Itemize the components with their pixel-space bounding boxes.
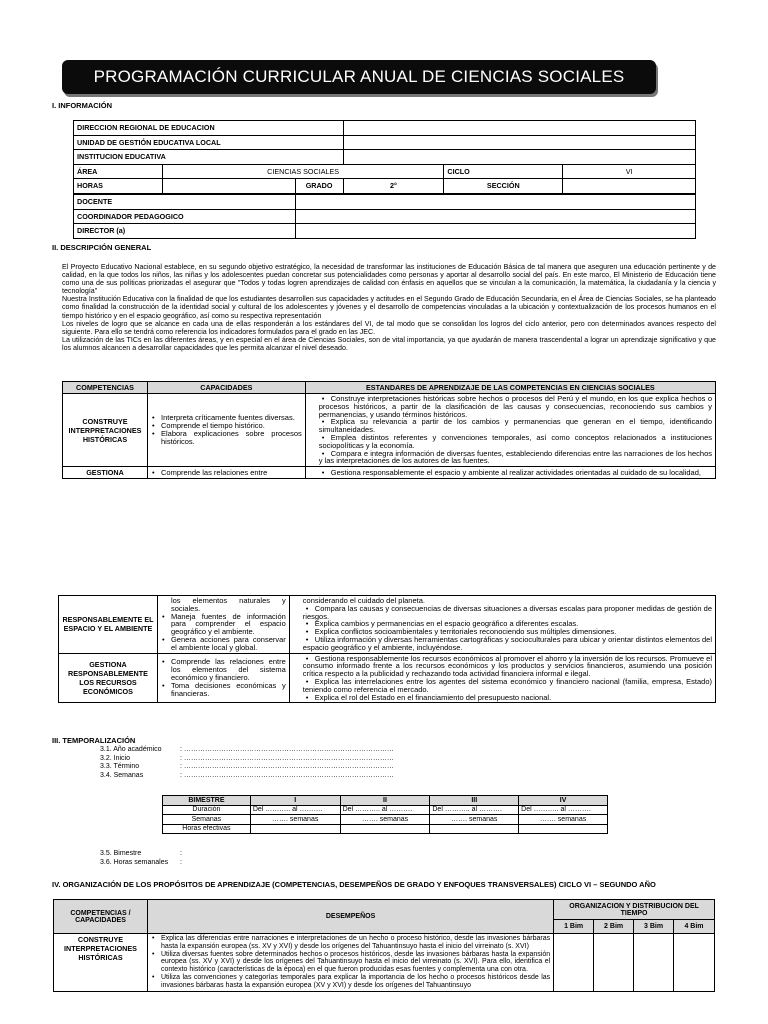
- description-paragraph: El Proyecto Educativo Nacional establece, en su segundo objetivo estratégico, la necesidad de transformar las instituciones de Educación Básica de tal manera que aseguren una educación pertinente y de calidad, en la que todos los niños, las niñas y los adolescentes puedan concretar sus potencialidades como personas y aportar al desarrollo social del país. En este marco, El Ministerio de Educación tiene como una de sus políticas priorizadas el asegurar que "Todos y todas logren aprendizajes de calidad con énfasis en aquellos que se vinculan a la comunicación, la matemática, la ciudadanía y la ciencia y tecnología": [62, 263, 716, 296]
- bim-cell[interactable]: [634, 934, 674, 992]
- capacidades-cell: [157, 596, 289, 654]
- ugel-value[interactable]: [343, 135, 695, 150]
- horas-label: HORAS: [74, 179, 163, 194]
- estandar-item: • Explica conflictos socioambientales y territoriales reconociendo sus múltiples dimensiones.: [293, 628, 712, 636]
- area-label: ÁREA: [74, 164, 163, 179]
- docente-value[interactable]: [295, 195, 695, 210]
- grado-value: 2°: [343, 179, 444, 194]
- semanas-cell[interactable]: ……. semanas: [519, 815, 608, 825]
- competencia-historicas: CONSTRUYE INTERPRETACIONES HISTÓRICAS: [54, 934, 148, 992]
- col-header-bim: 2 Bim: [594, 920, 634, 934]
- ciclo-value: VI: [563, 164, 696, 179]
- col-header-bim: 3 Bim: [634, 920, 674, 934]
- col-header-competencias: COMPETENCIAS / CAPACIDADES: [54, 900, 148, 934]
- ie-label: INSTITUCION EDUCATIVA: [74, 150, 344, 165]
- capacidades-cell: [157, 653, 289, 703]
- temporalizacion-list-2: [100, 850, 400, 867]
- bimestre-header: IV: [519, 796, 608, 806]
- temp-value[interactable]: : ………………………………………………………………………………: [180, 763, 394, 771]
- col-header-bim: 1 Bim: [554, 920, 594, 934]
- horas-cell[interactable]: [430, 824, 519, 834]
- capacidad-item: • Comprende las relaciones entre los elementos del sistema económico y financiero.: [161, 658, 286, 681]
- estandar-item: • Explica las interrelaciones entre los agentes del sistema económico y financiero nacional (familia, empresa, Estado) teniendo como referencia el mercado.: [293, 678, 712, 694]
- description-paragraph: Nuestra Institución Educativa con la finalidad de que los estudiantes desarrollen sus capacidades y actitudes en el Segundo Grado de Educación Secundaria, en el Área de Ciencias Sociales, se ha planteado como finalidad la construcción de la identidad social y cultural de los adolescentes y jóvenes y el desarrollo de competencias vinculadas a la ubicación y contextualización de los procesos humanos en el tiempo histórico y en el espacio geográfico, así como su respectiva representación: [62, 295, 716, 320]
- dre-value[interactable]: [343, 121, 695, 136]
- estandar-item: • Compara e integra información de diversas fuentes, estableciendo diferencias entre las narraciones de los hechos y las interpretaciones de los autores de las fuentes.: [309, 450, 712, 466]
- temp-value[interactable]: : ………………………………………………………………………………: [180, 754, 394, 762]
- estandar-item: • Explica el rol del Estado en el financiamiento del presupuesto nacional.: [293, 694, 712, 702]
- ciclo-label: CICLO: [444, 164, 563, 179]
- coordinador-value[interactable]: [295, 209, 695, 224]
- capacidad-item: • Comprende el tiempo histórico.: [151, 422, 302, 430]
- estandar-continued: considerando el cuidado del planeta.: [302, 596, 425, 605]
- temp-label: 3.2. Inicio: [100, 754, 130, 762]
- horas-cell[interactable]: [250, 824, 340, 834]
- info-table: [73, 120, 696, 194]
- estandar-item: • Gestiona responsablemente el espacio y ambiente al realizar actividades orientadas al cuidado de su localidad,: [309, 469, 712, 477]
- bimestre-header: BIMESTRE: [163, 796, 251, 806]
- estandares-cell: [289, 653, 715, 703]
- description-text: [62, 263, 716, 352]
- estandar-item: • Gestiona responsablemente los recursos económicos al promover el ahorro y la inversión de los recursos. Promueve el consumo informado frente a los recursos económicos y los productos y servicios financieros, asumiendo una posición crítica respecto a la publicidad y rechazando toda actividad financiera informal e ilegal.: [293, 655, 712, 678]
- col-header-bim: 4 Bim: [674, 920, 715, 934]
- estandar-item: • Compara las causas y consecuencias de diversas situaciones a diversas escalas para proponer medidas de gestión de riesgos.: [293, 605, 712, 621]
- competencia-historicas: CONSTRUYE INTERPRETACIONES HISTÓRICAS: [63, 394, 148, 467]
- staff-table: [73, 194, 696, 239]
- section-heading-informacion: I. INFORMACIÓN: [52, 101, 112, 110]
- seccion-value[interactable]: [563, 179, 696, 194]
- temp-label: 3.4. Semanas: [100, 771, 144, 779]
- col-header-competencias: COMPETENCIAS: [63, 382, 148, 394]
- capacidad-item: • Maneja fuentes de información para comprender el espacio geográfico y el ambiente.: [161, 613, 286, 636]
- bimestre-header: I: [250, 796, 340, 806]
- description-paragraph: La utilización de las TICs en las diferentes áreas, y en especial en el área de Ciencias Sociales, son de vital importancia, ya que ayudarán de manera trascendental a lograr un aprendizaje significativo y que los alumnos alcancen a desarrollar capacidades que les permita alcanzar el nivel deseado.: [62, 335, 716, 352]
- horas-efectivas-label: Horas efectivas: [163, 824, 251, 834]
- bimestre-header: II: [340, 796, 430, 806]
- page-title: PROGRAMACIÓN CURRICULAR ANUAL DE CIENCIAS SOCIALES: [62, 60, 656, 94]
- description-paragraph: Los niveles de logro que se alcance en cada una de ellas responderán a los estándares del VI, de tal modo que se consolidan los logros del ciclo anterior, pero con determinados avances respecto del siguiente. Para ello se tendrá como referencia los indicadores formulados para el grado en las JEC.: [62, 319, 716, 336]
- horas-value[interactable]: [162, 179, 295, 194]
- dre-label: DIRECCION REGIONAL DE EDUCACION: [74, 121, 344, 136]
- estandar-item: • Explica cambios y permanencias en el espacio geográfico a diferentes escalas.: [293, 620, 712, 628]
- estandares-cell: [289, 596, 715, 654]
- coordinador-label: COORDINADOR PEDAGOGICO: [74, 209, 296, 224]
- duracion-cell[interactable]: Del ……….. al ……….: [250, 805, 340, 815]
- temp-value[interactable]: :: [180, 858, 182, 866]
- section-heading-descripcion: II. DESCRIPCIÓN GENERAL: [52, 243, 152, 252]
- grado-label: GRADO: [295, 179, 343, 194]
- ie-value[interactable]: [343, 150, 695, 165]
- temp-label: 3.1. Año académico: [100, 746, 162, 753]
- horas-cell[interactable]: [519, 824, 608, 834]
- bimestre-header: III: [430, 796, 519, 806]
- capacidad-item: • Toma decisiones económicas y financieras.: [161, 682, 286, 698]
- section-heading-organizacion: IV. ORGANIZACIÓN DE LOS PROPÓSITOS DE APRENDIZAJE (COMPETENCIAS, DESEMPEÑOS DE GRADO Y ENFOQUES TRANSVERSALES) CICLO VI – SEGUNDO AÑO: [52, 880, 656, 889]
- bim-cell[interactable]: [554, 934, 594, 992]
- col-header-capacidades: CAPACIDADES: [147, 382, 305, 394]
- area-value: CIENCIAS SOCIALES: [162, 164, 444, 179]
- competencies-table: [62, 381, 716, 479]
- semanas-cell[interactable]: ……. semanas: [250, 815, 340, 825]
- temp-label: 3.3. Término: [100, 763, 140, 771]
- capacidad-item: • Interpreta críticamente fuentes diversas.: [151, 414, 302, 422]
- estandar-item: • Emplea distintos referentes y convenciones temporales, así como conceptos relacionados a instituciones sociopolíticas y la economía.: [309, 434, 712, 450]
- temp-value[interactable]: :: [180, 850, 182, 857]
- capacidades-cell: [147, 467, 305, 479]
- capacidad-item: • Elabora explicaciones sobre procesos históricos.: [151, 430, 302, 446]
- estandares-cell: [305, 394, 715, 467]
- desempeno-item: • Utiliza diversas fuentes sobre determinados hechos o procesos históricos, desde las invasiones bárbaras hasta la expansión europea (ss. XV y XVI) y desde los orígenes del Tahuantinsuyo hasta el inicio del virreinato (s. XVI). Para ello, identifica el contexto histórico (características de la época) en el que fueron producidas esas fuentes y complementa una con otra.: [151, 951, 550, 974]
- bimestre-table: [162, 795, 608, 834]
- seccion-label: SECCIÓN: [444, 179, 563, 194]
- temporalizacion-list: [100, 746, 400, 780]
- col-header-desempenos: DESEMPEÑOS: [147, 900, 553, 934]
- temp-value[interactable]: : ………………………………………………………………………………: [180, 771, 394, 779]
- horas-cell[interactable]: [340, 824, 430, 834]
- estandar-item: • Utiliza información y diversas herramientas cartográficas y socioculturales para ubicar y orientar distintos elementos del espacio geográfico y el ambiente, incluyéndose.: [293, 636, 712, 652]
- bim-cell[interactable]: [674, 934, 715, 992]
- temp-label: 3.5. Bimestre: [100, 850, 142, 857]
- duracion-label: Duración: [163, 805, 251, 815]
- estandares-cell: [305, 467, 715, 479]
- semanas-label: Semanas: [163, 815, 251, 825]
- ugel-label: UNIDAD DE GESTIÓN EDUCATIVA LOCAL: [74, 135, 344, 150]
- director-label: DIRECTOR (a): [74, 224, 296, 239]
- docente-label: DOCENTE: [74, 195, 296, 210]
- organizacion-table: [53, 899, 715, 992]
- temp-value[interactable]: : ………………………………………………………………………………: [180, 746, 394, 753]
- capacidad-item: • Comprende las relaciones entre: [151, 469, 302, 477]
- col-header-organizacion: ORGANIZACION Y DISTRIBUCION DEL TIEMPO: [554, 900, 715, 920]
- capacidades-cell: [147, 394, 305, 467]
- capacidad-continued: los elementos naturales y sociales.: [170, 596, 286, 613]
- col-header-estandares: ESTANDARES DE APRENDIZAJE DE LAS COMPETENCIAS EN CIENCIAS SOCIALES: [305, 382, 715, 394]
- competencia-gestiona-partial: GESTIONA: [63, 467, 148, 479]
- section-heading-temporalizacion: III. TEMPORALIZACIÓN: [52, 736, 136, 745]
- capacidad-item: • Genera acciones para conservar el ambiente local y global.: [161, 636, 286, 652]
- duracion-cell[interactable]: Del ……….. al ……….: [519, 805, 608, 815]
- competencia-recursos-economicos: GESTIONA RESPONSABLEMENTE LOS RECURSOS ECONÓMICOS: [59, 653, 158, 703]
- competencia-espacio-ambiente: RESPONSABLEMENTE EL ESPACIO Y EL AMBIENTE: [59, 596, 158, 654]
- semanas-cell[interactable]: ……. semanas: [340, 815, 430, 825]
- director-value[interactable]: [295, 224, 695, 239]
- duracion-cell[interactable]: Del ……….. al ……….: [340, 805, 430, 815]
- competencies-table-continued: [58, 595, 716, 703]
- estandar-item: • Explica su relevancia a partir de los cambios y permanencias que generan en el tiempo, identificando simultaneidades.: [309, 418, 712, 434]
- duracion-cell[interactable]: Del ……….. al ……….: [430, 805, 519, 815]
- desempenos-cell: [147, 934, 553, 992]
- bim-cell[interactable]: [594, 934, 634, 992]
- temp-label: 3.6. Horas semanales: [100, 858, 169, 866]
- desempeno-item: • Utiliza las convenciones y categorías temporales para explicar la importancia de los hecho o procesos históricos desde las invasiones bárbaras hasta la expansión europea (XV y XVI) y desde los orígenes del Tahuantinsuyo: [151, 974, 550, 990]
- estandar-item: • Construye interpretaciones históricas sobre hechos o procesos del Perú y el mundo, en los que explica hechos o procesos históricos, a partir de la clasificación de las causas y consecuencias, reconociendo sus cambios y permanencias, y usando términos históricos.: [309, 395, 712, 418]
- semanas-cell[interactable]: ……. semanas: [430, 815, 519, 825]
- desempeno-item: • Explica las diferencias entre narraciones e interpretaciones de un hecho o proceso histórico, desde las invasiones bárbaras hasta la expansión europea (ss. XV y XVI) y desde los orígenes del Tahuantinsuyo hasta el inicio del virreinato (s. XVI): [151, 935, 550, 951]
